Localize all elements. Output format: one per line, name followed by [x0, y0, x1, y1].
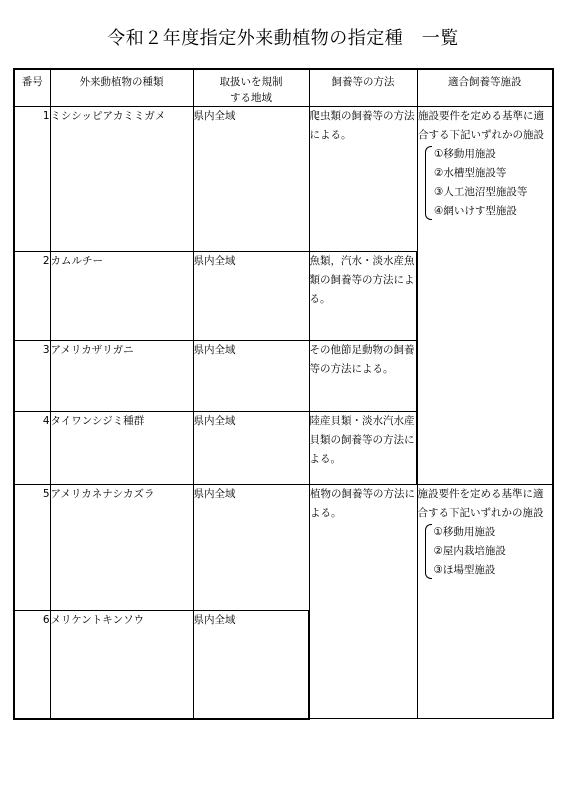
- facility-list: [425, 523, 553, 580]
- facility-animals: [417, 107, 553, 485]
- facility-item: ④網いけす型施設: [434, 205, 517, 217]
- row-num: 6: [14, 611, 50, 719]
- row-num: 4: [14, 412, 50, 485]
- facility-item: ②水槽型施設等: [434, 167, 507, 179]
- species-name: アメリカザリガニ: [50, 341, 193, 412]
- table-header-row: [14, 69, 553, 107]
- regulated-area: 県内全域: [193, 485, 309, 611]
- header-num: 番号: [14, 69, 50, 107]
- header-name: 外来動植物の種類: [50, 69, 193, 107]
- species-name: ミシシッピアカミミガメ: [50, 107, 193, 252]
- row-num: 2: [14, 252, 50, 341]
- keeping-method: 爬虫類の飼養等の方法による。: [309, 107, 417, 252]
- facility-item: ②屋内栽培施設: [433, 545, 506, 557]
- row-num: 3: [14, 341, 50, 412]
- species-name: タイワンシジミ種群: [50, 412, 193, 485]
- regulated-area: 県内全域: [193, 611, 309, 719]
- designated-species-table: [13, 68, 554, 720]
- keeping-method: その他節足動物の飼養等の方法による。: [309, 341, 417, 412]
- regulated-area: 県内全域: [193, 412, 309, 485]
- facility-item: ③ほ場型施設: [433, 564, 496, 576]
- keeping-method: 植物の飼養等の方法による。: [309, 485, 417, 719]
- facility-intro: 施設要件を定める基準に適合する下記いずれかの施設: [418, 110, 544, 141]
- table-row: [14, 107, 553, 252]
- regulated-area: 県内全域: [193, 341, 309, 412]
- header-facility: 適合飼養等施設: [417, 69, 553, 107]
- facility-item: ①移動用施設: [433, 526, 496, 538]
- species-name: メリケントキンソウ: [50, 611, 193, 719]
- species-name: アメリカネナシカズラ: [50, 485, 193, 611]
- header-area: 取扱いを規制 する地域: [193, 69, 309, 107]
- species-name: カムルチー: [50, 252, 193, 341]
- row-num: 5: [14, 485, 50, 611]
- facility-list: [425, 145, 552, 221]
- facility-item: ③人工池沼型施設等: [434, 186, 528, 198]
- regulated-area: 県内全域: [193, 252, 309, 341]
- facility-intro: 施設要件を定める基準に適合する下記いずれかの施設: [417, 488, 544, 519]
- header-method: 飼養等の方法: [309, 69, 417, 107]
- regulated-area: 県内全域: [193, 107, 309, 252]
- keeping-method: 陸産貝類・淡水汽水産貝類の飼養等の方法による。: [309, 412, 417, 485]
- facility-plants: [417, 485, 553, 719]
- row-num: 1: [14, 107, 50, 252]
- keeping-method: 魚類，汽水・淡水産魚類の飼養等の方法による。: [309, 252, 417, 341]
- page-title: 令和２年度指定外来動植物の指定種 一覧: [107, 28, 459, 49]
- facility-item: ①移動用施設: [434, 148, 496, 160]
- table-row: [14, 485, 553, 611]
